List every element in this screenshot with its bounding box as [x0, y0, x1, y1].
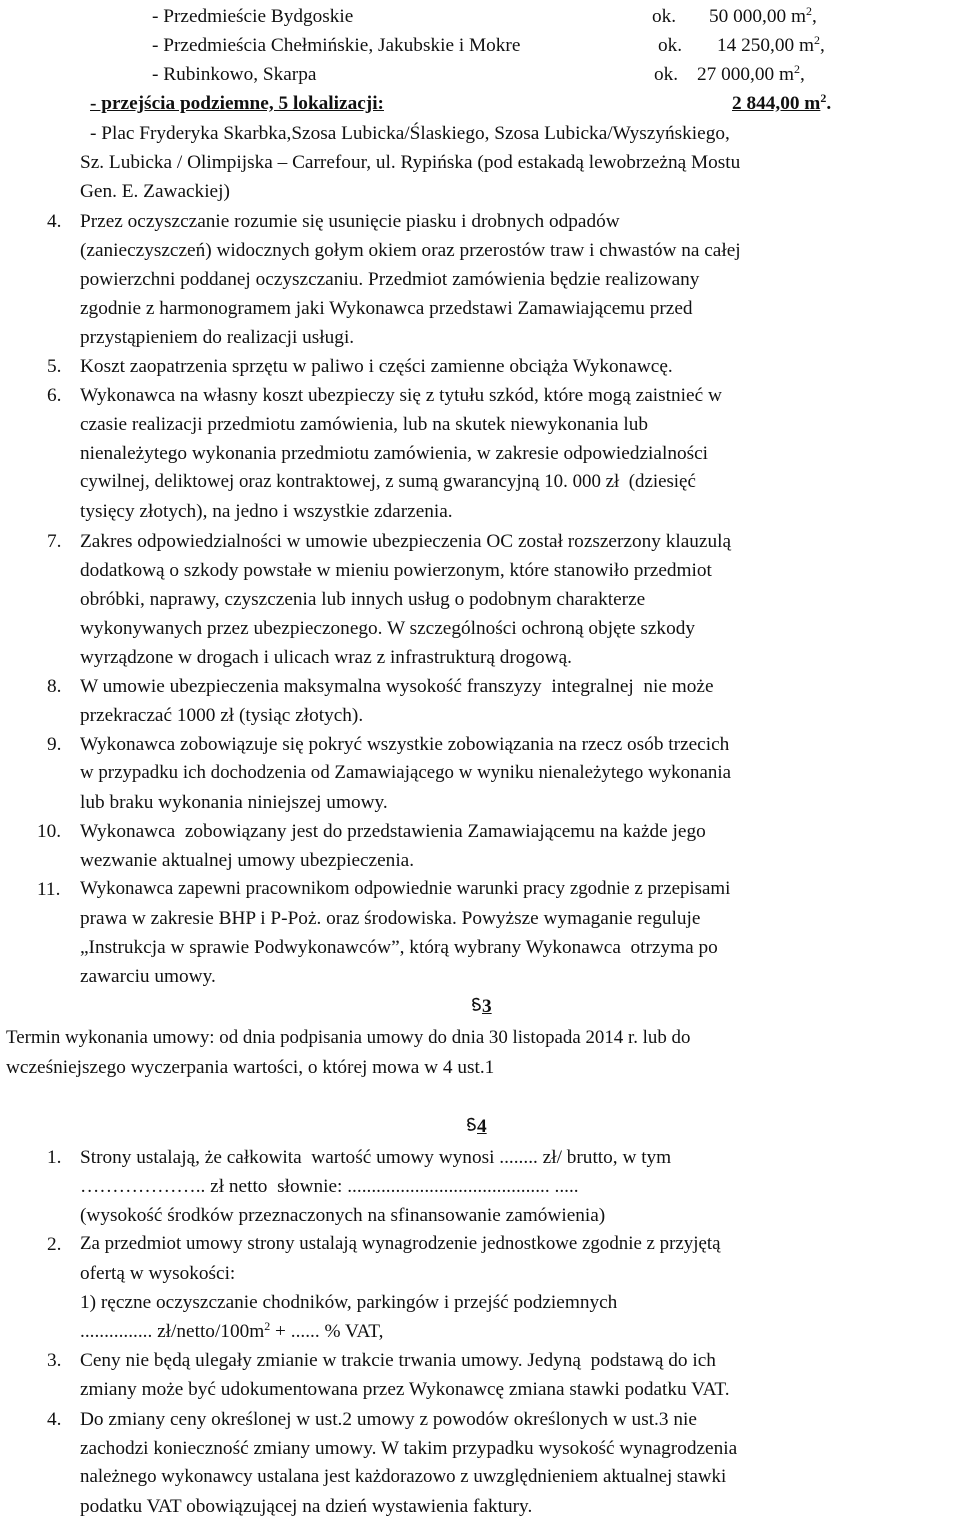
item-line: Strony ustalają, że całkowita wartość umowy wynosi ........ zł/ brutto, w tym	[80, 1147, 672, 1168]
item-line: ……………….. zł netto słownie: .......................................... .....	[80, 1176, 579, 1197]
item-line: tysięcy złotych), na jedno i wszystkie zdarzenia.	[80, 501, 453, 522]
area-name: - Przedmieścia Chełmińskie, Jakubskie i Mokre	[152, 35, 521, 56]
item-line: W umowie ubezpieczenia maksymalna wysokość franszyzy integralnej nie może	[80, 676, 714, 697]
item-line: ofertą w wysokości:	[80, 1263, 236, 1284]
area-name: - Przedmieście Bydgoskie	[152, 6, 354, 27]
item-number: 5.	[47, 356, 62, 377]
item-number: 11.	[37, 879, 61, 900]
item-number: 1.	[47, 1147, 62, 1168]
item-line: zgodnie z harmonogramem jaki Wykonawca przedstawi Zamawiającemu przed	[80, 298, 693, 319]
item-line: dodatkową o szkody powstałe w mieniu powierzonym, które stanowiło przedmiot	[80, 560, 712, 581]
item-line: cywilnej, deliktowej oraz kontraktowej, z sumą gwarancyjną 10. 000 zł (dziesięć	[80, 471, 696, 492]
item-line: czasie realizacji przedmiotu zamówienia, lub na skutek niewykonania lub	[80, 414, 649, 435]
area-ok: ok.	[658, 35, 683, 56]
item-line: Przez oczyszczanie rozumie się usunięcie piasku i drobnych odpadów	[80, 211, 620, 232]
section-sign-icon	[466, 1117, 477, 1133]
item-line: Wykonawca zapewni pracownikom odpowiednie warunki pracy zgodnie z przepisami	[80, 878, 731, 899]
item-line: Wykonawca zobowiązany jest do przedstawienia Zamawiającemu na każde jego	[80, 821, 706, 842]
item-line: wyrządzone w drogach i ulicach wraz z infrastrukturą drogową.	[80, 647, 572, 668]
item-line: Wykonawca na własny koszt ubezpieczy się z tytułu szkód, które mogą zaistnieć w	[80, 385, 722, 406]
item-line: w przypadku ich dochodzenia od Zamawiającego w wyniku nienależytego wykonania	[80, 762, 731, 783]
item-number: 6.	[47, 385, 62, 406]
item-line: zawarciu umowy.	[80, 966, 216, 987]
area-amount: 14 250,00 $m^2$,	[717, 33, 825, 56]
area-ok: ok.	[654, 64, 679, 85]
section-text: Termin wykonania umowy: od dnia podpisania umowy do dnia 30 listopada 2014 r. lub do	[6, 1027, 691, 1048]
area-amount: 50 000,00 $m^2$,	[709, 4, 817, 27]
item-line: zachodzi konieczność zmiany umowy. W takim przypadku wysokość wynagrodzenia	[80, 1438, 738, 1459]
section-heading: 3	[471, 997, 492, 1016]
underpass-amount: 2 844,00 $m^2$.	[732, 91, 832, 114]
item-line: nienależytego wykonania przedmiotu zamówienia, w zakresie odpowiedzialności	[80, 443, 709, 464]
item-line: Wykonawca zobowiązuje się pokryć wszystkie zobowiązania na rzecz osób trzecich	[80, 734, 730, 755]
location-line: Sz. Lubicka / Olimpijska – Carrefour, ul. Rypińska (pod estakadą lewobrzeżną Mostu	[80, 152, 741, 173]
area-ok: ok.	[652, 6, 677, 27]
item-line: (wysokość środków przeznaczonych na sfinansowanie zamówienia)	[80, 1205, 606, 1226]
item-line: Ceny nie będą ulegały zmianie w trakcie trwania umowy. Jedyną podstawą do ich	[80, 1350, 716, 1371]
item-line: obróbki, naprawy, czyszczenia lub innych usług o podobnym charakterze	[80, 589, 646, 610]
area-name: - Rubinkowo, Skarpa	[152, 64, 317, 85]
item-number: 8.	[47, 676, 62, 697]
item-number: 2.	[47, 1234, 62, 1255]
item-line: zmiany może być udokumentowana przez Wykonawcę zmiana stawki podatku VAT.	[80, 1379, 730, 1400]
underpass-label: - przejścia podziemne, 5 lokalizacji:	[90, 93, 384, 114]
item-line: należnego wykonawcy ustalana jest każdorazowo z uwzględnieniem aktualnej stawki	[80, 1466, 727, 1487]
item-line: 1) ręczne oczyszczanie chodników, parkingów i przejść podziemnych	[80, 1292, 618, 1313]
item-line: lub braku wykonania niniejszej umowy.	[80, 792, 388, 813]
item-number: 4.	[47, 1409, 62, 1430]
item-line: Zakres odpowiedzialności w umowie ubezpieczenia OC został rozszerzony klauzulą	[80, 531, 732, 552]
item-number: 7.	[47, 531, 62, 552]
item-line: powierzchni poddanej oczyszczaniu. Przedmiot zamówienia będzie realizowany	[80, 269, 700, 290]
item-line: Za przedmiot umowy strony ustalają wynagrodzenie jednostkowe zgodnie z przyjętą	[80, 1233, 721, 1254]
item-line: przystąpieniem do realizacji usługi.	[80, 327, 355, 348]
item-line: przekraczać 1000 zł (tysiąc złotych).	[80, 705, 364, 726]
item-line: Koszt zaopatrzenia sprzętu w paliwo i części zamienne obciąża Wykonawcę.	[80, 356, 673, 377]
item-line: „Instrukcja w sprawie Podwykonawców”, którą wybrany Wykonawca otrzyma po	[80, 937, 718, 958]
section-text: wcześniejszego wyczerpania wartości, o której mowa w 4 ust.1	[6, 1057, 495, 1078]
rate-line: ............... $zł/netto/100m^2$ + ...... % VAT,	[80, 1319, 384, 1342]
item-line: podatku VAT obowiązującej na dzień wystawienia faktury.	[80, 1496, 533, 1517]
location-line: Gen. E. Zawackiej)	[80, 181, 230, 202]
item-line: Do zmiany ceny określonej w ust.2 umowy z powodów określonych w ust.3 nie	[80, 1409, 697, 1430]
item-number: 10.	[37, 821, 62, 842]
section-heading: 4	[466, 1117, 487, 1136]
item-line: wezwanie aktualnej umowy ubezpieczenia.	[80, 850, 415, 871]
item-line: wykonywanych przez ubezpieczonego. W szczególności ochroną objęte szkody	[80, 618, 695, 639]
section-sign-icon	[471, 997, 482, 1013]
item-number: 4.	[47, 211, 62, 232]
area-amount: 27 000,00 $m^2$,	[697, 62, 805, 85]
item-number: 9.	[47, 734, 62, 755]
location-line: - Plac Fryderyka Skarbka,Szosa Lubicka/Ślaskiego, Szosa Lubicka/Wyszyńskiego,	[90, 123, 730, 144]
item-number: 3.	[47, 1350, 62, 1371]
item-line: (zanieczyszczeń) widocznych gołym okiem oraz przerostów traw i chwastów na całej	[80, 240, 741, 261]
item-line: prawa w zakresie BHP i P-Poż. oraz środowiska. Powyższe wymaganie reguluje	[80, 908, 701, 929]
